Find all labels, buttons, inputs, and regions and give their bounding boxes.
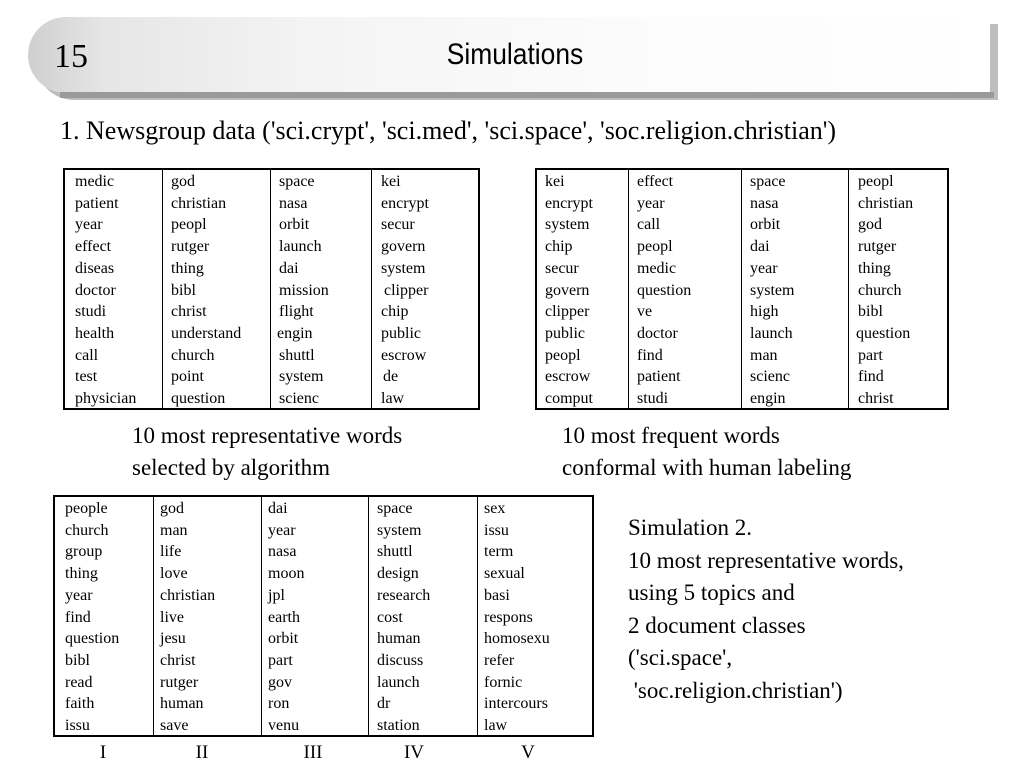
table-cell: diseas [75, 259, 115, 277]
table-cell: dai [268, 500, 288, 517]
table-cell: orbit [750, 216, 781, 234]
table-column [628, 170, 742, 408]
table-cell: chip [381, 303, 409, 321]
table-cell: live [160, 608, 184, 626]
table-cell: church [858, 281, 902, 299]
table-cell: sexual [484, 565, 525, 583]
table-cell: orbit [279, 216, 310, 234]
table-cell: human [377, 630, 421, 648]
table-cell: secur [381, 216, 415, 234]
table-cell: bibl [171, 281, 196, 299]
table-cell: secur [545, 259, 579, 277]
table-cell: de [383, 368, 399, 386]
table-cell: medic [637, 259, 677, 277]
table-cell: save [160, 717, 189, 734]
table-cell: doctor [637, 324, 678, 342]
table-cell: church [65, 521, 109, 539]
table-cell: rutger [858, 238, 897, 256]
table-cell: launch [279, 238, 322, 256]
table-cell: engin [750, 390, 786, 407]
table-column [545, 170, 632, 408]
table-cell: system [545, 216, 590, 234]
table-cell: faith [65, 695, 95, 713]
table-cell: scienc [750, 368, 790, 386]
table-cell: discuss [377, 651, 424, 669]
caption-line: 10 most representative words [132, 423, 403, 448]
table-cell: kei [381, 173, 401, 190]
table-cell: year [268, 521, 296, 539]
table-cell: venu [268, 717, 300, 734]
table-column [261, 497, 372, 735]
column-label: II [195, 742, 209, 763]
table-cell: gov [268, 673, 292, 691]
table-cell: space [377, 500, 413, 517]
table-cell: escrow [545, 368, 591, 386]
table-cell: rutger [171, 238, 210, 256]
table-cell: nasa [268, 543, 297, 561]
table-cell: shuttl [377, 543, 413, 561]
table-column [848, 170, 948, 408]
column-label: IV [403, 742, 425, 763]
table-cell: clipper [384, 281, 429, 299]
table-cell: effect [75, 238, 112, 256]
table-cell: question [65, 630, 120, 648]
table-cell: law [381, 390, 405, 407]
table-cell: sex [484, 500, 506, 517]
table-cell: flight [279, 303, 314, 321]
table-cell: basi [484, 586, 510, 604]
simulation-2-description [628, 512, 904, 707]
table-cell: launch [750, 324, 793, 342]
table-cell: bibl [65, 651, 90, 669]
table-cell: issu [65, 717, 90, 734]
table-cell: group [65, 543, 103, 561]
table-column [368, 497, 478, 735]
table-cell: escrow [381, 346, 427, 364]
table-cell: mission [279, 281, 329, 299]
table-cell: system [377, 521, 422, 539]
sim2-line: 2 document classes [628, 612, 806, 638]
table-cell: find [858, 368, 884, 386]
table-cell: comput [545, 390, 593, 407]
sim2-line: 10 most representative words, [628, 547, 904, 573]
slide-number: 15 [54, 38, 88, 75]
table-cell: issu [484, 521, 509, 539]
table-cell: govern [545, 281, 590, 299]
table-cell: physician [75, 390, 137, 407]
table-cell: cost [377, 608, 403, 626]
five-topics-table [53, 495, 594, 737]
table-cell: year [65, 586, 93, 604]
table-cell: orbit [268, 630, 299, 648]
table-column [741, 170, 849, 408]
table-cell: bibl [858, 303, 883, 321]
table-cell: god [171, 173, 195, 190]
caption-representative [132, 420, 402, 484]
table-cell: kei [545, 173, 565, 190]
table-cell: test [75, 368, 98, 386]
table-cell: man [750, 346, 778, 364]
table-column [371, 170, 479, 408]
table-cell: part [858, 346, 883, 364]
table-cell: christian [858, 194, 914, 212]
table-cell: launch [377, 673, 420, 691]
table-cell: dai [750, 238, 770, 256]
table-cell: year [637, 194, 665, 212]
table-cell: find [637, 346, 663, 364]
sim2-line: Simulation 2. [628, 515, 752, 540]
table-cell: patient [637, 368, 681, 386]
table-cell: human [160, 695, 204, 713]
table-cell: question [856, 324, 911, 342]
table-cell: space [279, 173, 315, 190]
table-cell: nasa [279, 194, 308, 212]
table-column [162, 170, 271, 408]
table-cell: find [65, 608, 91, 626]
table-cell: refer [484, 651, 515, 669]
column-label: III [303, 742, 323, 763]
table-cell: year [750, 259, 778, 277]
table-cell: christ [160, 651, 196, 669]
table-cell: people [65, 500, 108, 517]
table-cell: dr [377, 695, 391, 713]
table-cell: engin [277, 324, 313, 342]
table-cell: christian [160, 586, 216, 604]
table-cell: peopl [171, 216, 207, 234]
representative-words-table [63, 168, 480, 410]
table-cell: god [858, 216, 882, 234]
table-cell: life [160, 543, 182, 561]
table-column [65, 497, 155, 735]
table-cell: intercours [484, 695, 548, 713]
slide-title: Simulations [446, 38, 584, 71]
caption-line: conformal with human labeling [562, 455, 852, 480]
caption-frequent [562, 420, 851, 484]
table-cell: medic [75, 173, 115, 190]
table-cell: god [160, 500, 184, 517]
table-cell: studi [637, 390, 669, 407]
sim2-line: ('sci.space', [628, 645, 733, 670]
table-cell: system [279, 368, 324, 386]
table-cell: high [750, 303, 779, 321]
table-cell: design [377, 565, 419, 583]
table-cell: call [75, 346, 99, 364]
table-cell: call [637, 216, 661, 234]
table-cell: fornic [484, 673, 523, 691]
table-cell: respons [484, 608, 533, 626]
table-cell: peopl [858, 173, 894, 190]
sim2-line: 'soc.religion.christian') [628, 677, 843, 703]
table-cell: peopl [637, 238, 673, 256]
table-cell: man [160, 521, 188, 539]
table-cell: shuttl [279, 346, 315, 364]
table-cell: rutger [160, 673, 199, 691]
header-underline [60, 92, 994, 98]
table-column [75, 170, 163, 408]
table-cell: church [171, 346, 215, 364]
table-cell: public [381, 324, 421, 342]
table-cell: dai [279, 259, 299, 277]
table-cell: clipper [545, 303, 590, 321]
sim2-line: using 5 topics and [628, 580, 795, 605]
table-column [270, 170, 372, 408]
table-cell: thing [858, 259, 891, 277]
table-cell: nasa [750, 194, 779, 212]
table-cell: earth [268, 608, 300, 626]
table-column [477, 497, 593, 735]
table-cell: ron [268, 695, 290, 713]
table-cell: term [484, 543, 514, 561]
frequent-words-table [535, 168, 949, 410]
table-cell: system [381, 259, 426, 277]
table-cell: love [160, 565, 188, 583]
table-cell: point [171, 368, 204, 386]
table-cell: doctor [75, 281, 116, 299]
table-cell: effect [637, 173, 674, 190]
table-cell: christ [171, 303, 207, 321]
table-cell: law [484, 717, 508, 734]
column-label: I [99, 742, 107, 763]
table-cell: thing [171, 259, 204, 277]
table-cell: health [75, 324, 115, 342]
table-cell: patient [75, 194, 119, 212]
table-cell: homosexu [484, 630, 550, 648]
table-cell: public [545, 324, 585, 342]
table-cell: space [750, 173, 786, 190]
table-cell: chip [545, 238, 573, 256]
table-cell: peopl [545, 346, 581, 364]
table-cell: govern [381, 238, 426, 256]
table-cell: scienc [279, 390, 319, 407]
table-cell: thing [65, 565, 98, 583]
table-cell: year [75, 216, 103, 234]
table-cell: christian [171, 194, 227, 212]
table-cell: encrypt [381, 194, 429, 212]
table-cell: jpl [268, 586, 285, 604]
table-cell: encrypt [545, 194, 593, 212]
table-cell: jesu [160, 630, 186, 648]
table-cell: christ [858, 390, 894, 407]
section-heading: 1. Newsgroup data ('sci.crypt', 'sci.med', 'sci.space', 'soc.religion.christian') [60, 116, 837, 145]
table-cell: ve [637, 303, 653, 321]
table-cell: moon [268, 565, 305, 583]
table-cell: research [377, 586, 431, 604]
table-cell: studi [75, 303, 107, 321]
table-cell: question [171, 390, 226, 407]
table-cell: read [65, 673, 93, 691]
caption-line: 10 most frequent words [562, 423, 780, 448]
table-cell: station [377, 717, 420, 734]
table-cell: part [268, 651, 293, 669]
caption-line: selected by algorithm [132, 455, 330, 480]
table-column [153, 497, 262, 735]
table-cell: system [750, 281, 795, 299]
table-cell: understand [171, 324, 242, 342]
column-label: V [521, 742, 535, 763]
table-cell: question [637, 281, 692, 299]
